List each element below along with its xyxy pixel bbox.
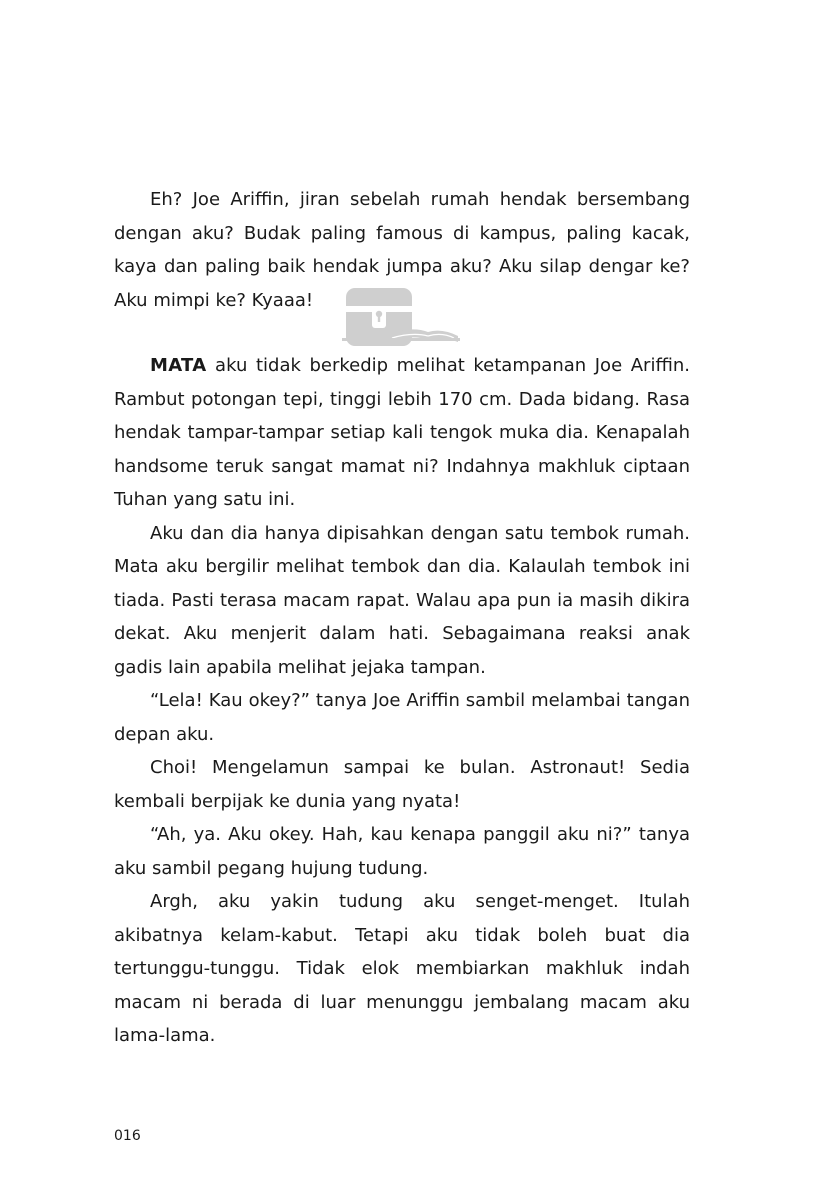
paragraph: Choi! Mengelamun sampai ke bulan. Astronaut! Sedia kembali berpijak ke dunia yang nyata!: [114, 757, 690, 812]
paragraph: Aku dan dia hanya dipisahkan dengan satu tembok rumah. Mata aku bergilir melihat tembok dan dia. Kalaulah tembok ini tiada. Pasti terasa macam rapat. Walau apa pun ia masih dikira dekat. Aku menjerit dalam hati. Sebagaimana reaksi anak gadis lain apabila melihat jejaka tampan.: [114, 522, 690, 678]
paragraph: “Ah, ya. Aku okey. Hah, kau kenapa panggil aku ni?” tanya aku sambil pegang hujung tudung.: [114, 824, 690, 879]
section-opening-text: aku tidak berkedip melihat ketampanan Joe Ariffin. Rambut potongan tepi, tinggi lebih 170 cm. Dada bidang. Rasa hendak tampar-tampar setiap kali tengok muka dia. Kenapalah handsome teruk sangat mamat ni? Indahnya makhluk ciptaan Tuhan yang satu ini.: [114, 355, 690, 510]
paragraph: Argh, aku yakin tudung aku senget-menget. Itulah akibatnya kelam-kabut. Tetapi aku tidak boleh buat dia tertunggu-tunggu. Tidak elok membiarkan makhluk indah macam ni berada di luar menunggu jembalang macam aku lama-lama.: [114, 891, 690, 1046]
page-number: 016: [114, 1128, 141, 1144]
paragraph: “Lela! Kau okey?” tanya Joe Ariffin sambil melambai tangan depan aku.: [114, 690, 690, 745]
section-lead-word: MATA: [150, 355, 207, 376]
book-keyhole-divider-icon: [342, 286, 460, 350]
paragraph: Eh? Joe Ariffin, jiran sebelah rumah hendak bersembang dengan aku? Budak paling famous di kampus, paling kacak, kaya dan paling baik hendak jumpa aku? Aku silap dengar ke? Aku mimpi ke? Kyaaa!: [114, 189, 690, 311]
main-text-block: [114, 349, 690, 1053]
section-opening-paragraph: [114, 349, 690, 517]
